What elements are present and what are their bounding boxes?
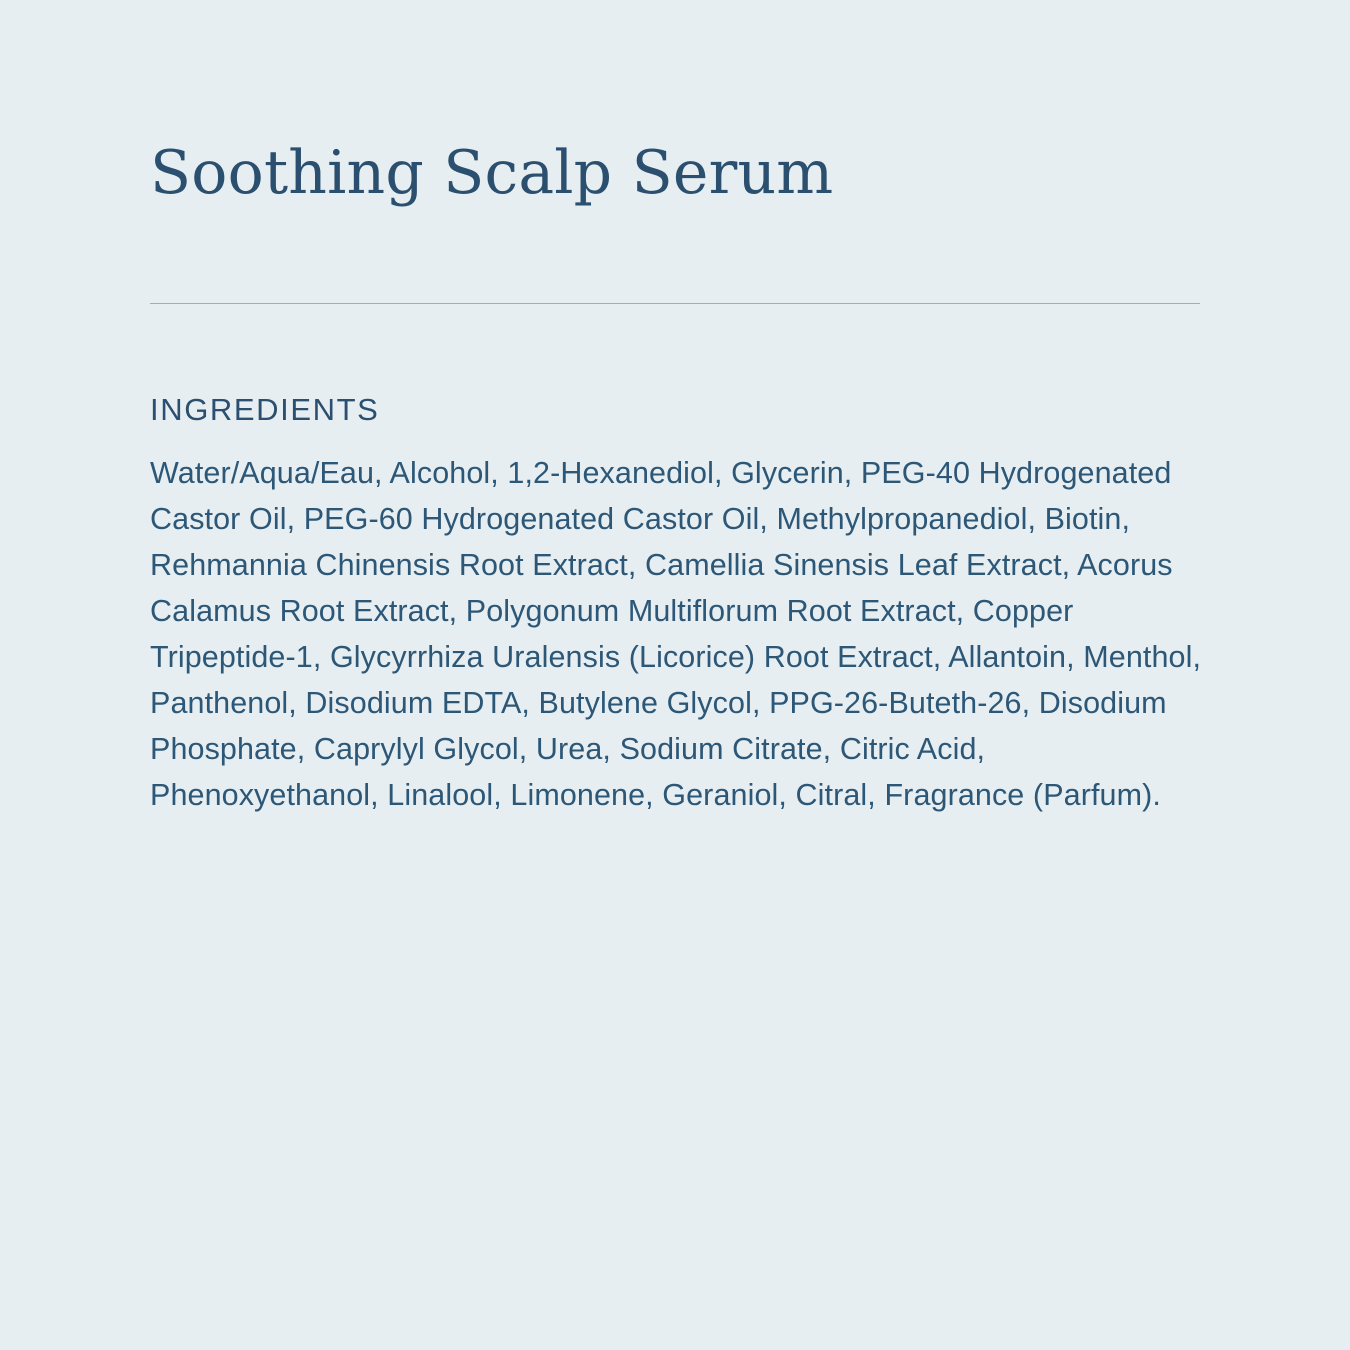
ingredients-heading: INGREDIENTS [150, 392, 380, 427]
divider [150, 303, 1200, 304]
card-content [150, 0, 1200, 849]
page-title: Soothing Scalp Serum [150, 138, 834, 208]
ingredients-list-text: Water/Aqua/Eau, Alcohol, 1,2-Hexanediol, Glycerin, PEG-40 Hydrogenated Castor Oil, PEG-60 Hydrogenated Castor Oil, Methylpropanediol, Biotin, Rehmannia Chinensis Root Extract, Camellia Sinensis Leaf Extract, Acorus Calamus Root Extract, Polygonum Multiflorum Root Extract, Copper Tripeptide-1, Glycyrrhiza Uralensis (Licorice) Root Extract, Allantoin, Menthol, Panthenol, Disodium EDTA, Butylene Glycol, PPG-26-Buteth-26, Disodium Phosphate, Caprylyl Glycol, Urea, Sodium Citrate, Citric Acid, Phenoxyethanol, Linalool, Limonene, Geraniol, Citral, Fragrance (Parfum). [150, 456, 1202, 812]
